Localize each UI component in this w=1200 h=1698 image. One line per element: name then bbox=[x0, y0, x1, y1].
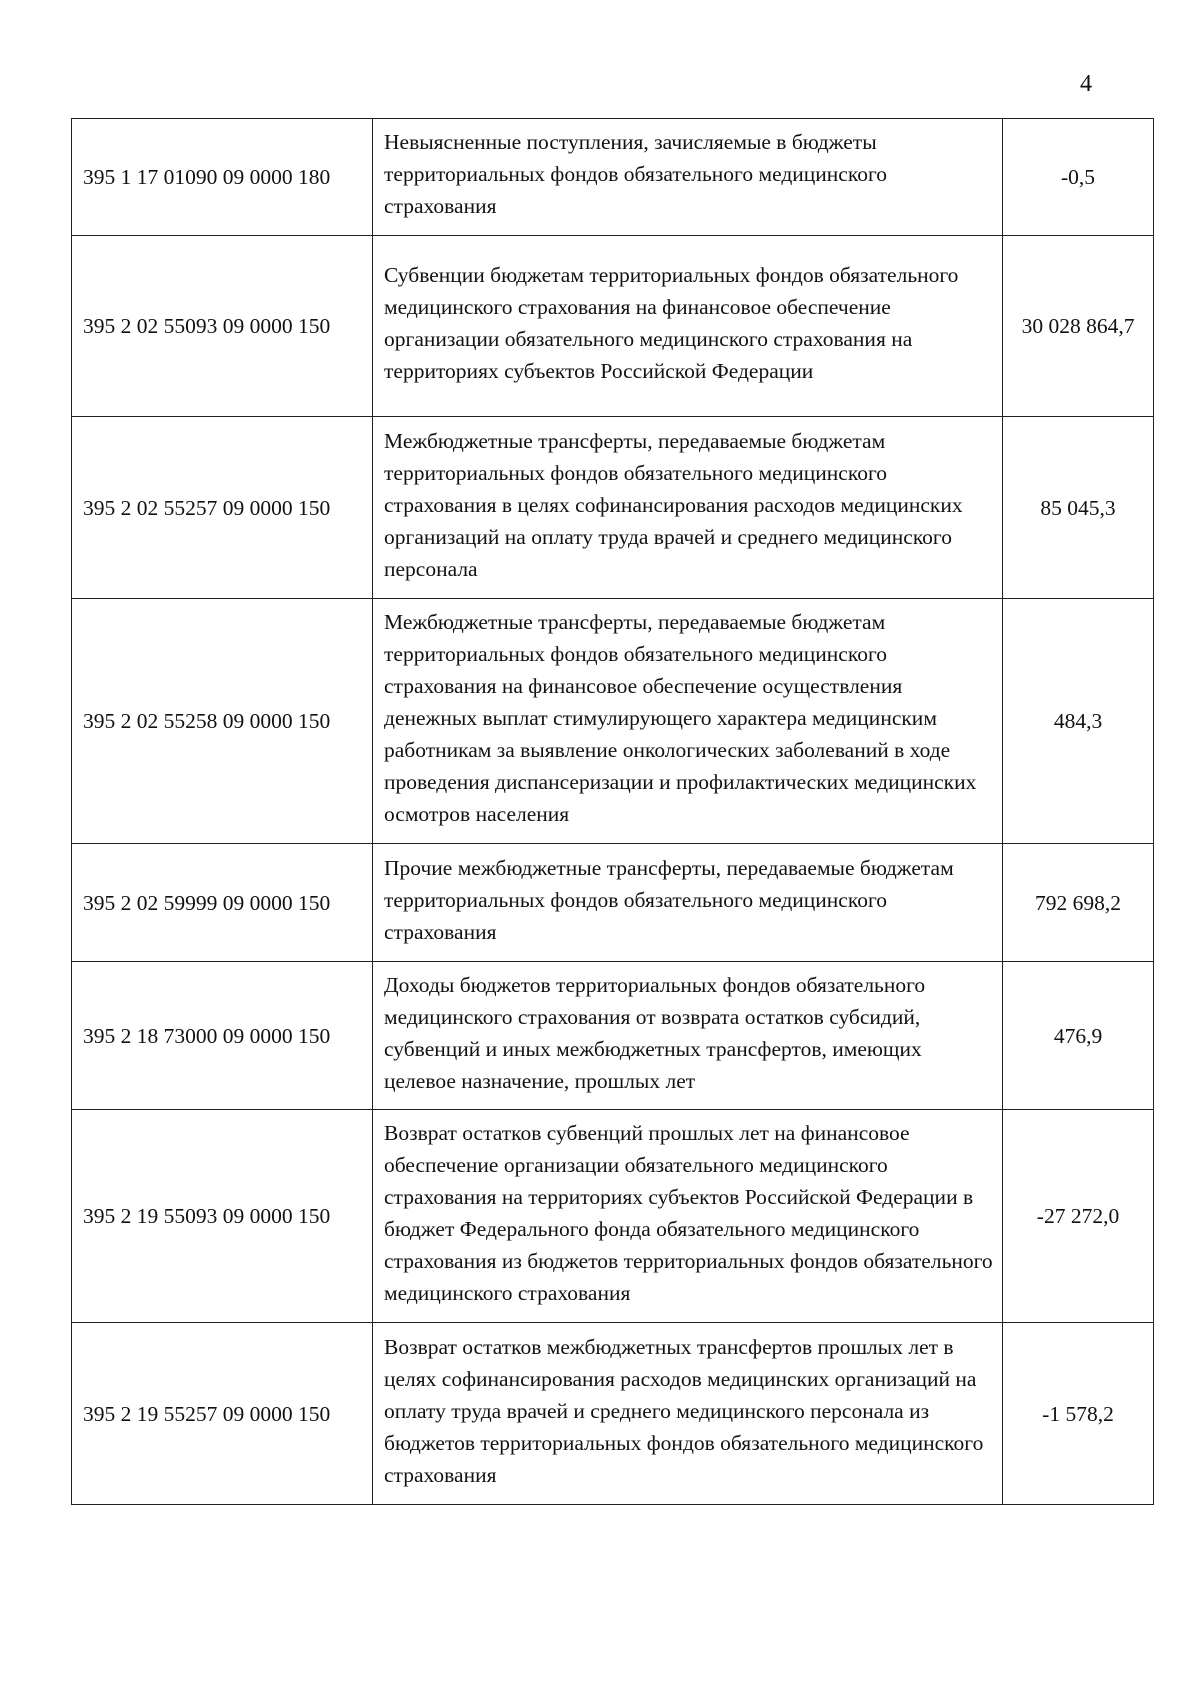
page-number: 4 bbox=[1080, 71, 1092, 97]
budget-code-cell: 395 2 19 55257 09 0000 150 bbox=[72, 1323, 373, 1505]
description-cell: Доходы бюджетов территориальных фондов обязательного медицинского страхования от возврата остатков субсидий, субвенций и иных межбюджетных трансфертов, имеющих целевое назначение, прошлых лет bbox=[373, 962, 1003, 1110]
amount-cell: 30 028 864,7 bbox=[1003, 236, 1154, 417]
budget-code-cell: 395 2 02 55093 09 0000 150 bbox=[72, 236, 373, 417]
description-cell: Субвенции бюджетам территориальных фондов обязательного медицинского страхования на финансовое обеспечение организации обязательного медицинского страхования на территориях субъектов Российской Федерации bbox=[373, 236, 1003, 417]
budget-code-cell: 395 2 02 55257 09 0000 150 bbox=[72, 417, 373, 599]
description-cell: Межбюджетные трансферты, передаваемые бюджетам территориальных фондов обязательного медицинского страхования в целях софинансирования расходов медицинских организаций на оплату труда врачей и среднего медицинского персонала bbox=[373, 417, 1003, 599]
description-cell: Межбюджетные трансферты, передаваемые бюджетам территориальных фондов обязательного медицинского страхования на финансовое обеспечение осуществления денежных выплат стимулирующего характера медицинским работникам за выявление онкологических заболеваний в ходе проведения диспансеризации и профилактических медицинских осмотров населения bbox=[373, 599, 1003, 844]
budget-code-cell: 395 2 18 73000 09 0000 150 bbox=[72, 962, 373, 1110]
description-cell: Возврат остатков субвенций прошлых лет на финансовое обеспечение организации обязательного медицинского страхования на территориях субъектов Российской Федерации в бюджет Федерального фонда обязательного медицинского страхования из бюджетов территориальных фондов обязательного медицинского страхования bbox=[373, 1110, 1003, 1323]
budget-code-cell: 395 2 19 55093 09 0000 150 bbox=[72, 1110, 373, 1323]
amount-cell: 476,9 bbox=[1003, 962, 1154, 1110]
description-cell: Прочие межбюджетные трансферты, передаваемые бюджетам территориальных фондов обязательного медицинского страхования bbox=[373, 844, 1003, 962]
description-cell: Возврат остатков межбюджетных трансфертов прошлых лет в целях софинансирования расходов медицинских организаций на оплату труда врачей и среднего медицинского персонала из бюджетов территориальных фондов обязательного медицинского страхования bbox=[373, 1323, 1003, 1505]
budget-code-cell: 395 2 02 59999 09 0000 150 bbox=[72, 844, 373, 962]
table-row bbox=[72, 119, 1154, 236]
amount-cell: 85 045,3 bbox=[1003, 417, 1154, 599]
amount-cell: -1 578,2 bbox=[1003, 1323, 1154, 1505]
amount-cell: -0,5 bbox=[1003, 119, 1154, 236]
table-row bbox=[72, 1110, 1154, 1323]
table-row bbox=[72, 844, 1154, 962]
table-row bbox=[72, 236, 1154, 417]
amount-cell: -27 272,0 bbox=[1003, 1110, 1154, 1323]
description-cell: Невыясненные поступления, зачисляемые в бюджеты территориальных фондов обязательного медицинского страхования bbox=[373, 119, 1003, 236]
table-row bbox=[72, 962, 1154, 1110]
amount-cell: 484,3 bbox=[1003, 599, 1154, 844]
table-row bbox=[72, 1323, 1154, 1505]
budget-code-cell: 395 1 17 01090 09 0000 180 bbox=[72, 119, 373, 236]
table-row bbox=[72, 599, 1154, 844]
budget-code-cell: 395 2 02 55258 09 0000 150 bbox=[72, 599, 373, 844]
budget-revenue-table bbox=[71, 118, 1154, 1505]
amount-cell: 792 698,2 bbox=[1003, 844, 1154, 962]
table-row bbox=[72, 417, 1154, 599]
